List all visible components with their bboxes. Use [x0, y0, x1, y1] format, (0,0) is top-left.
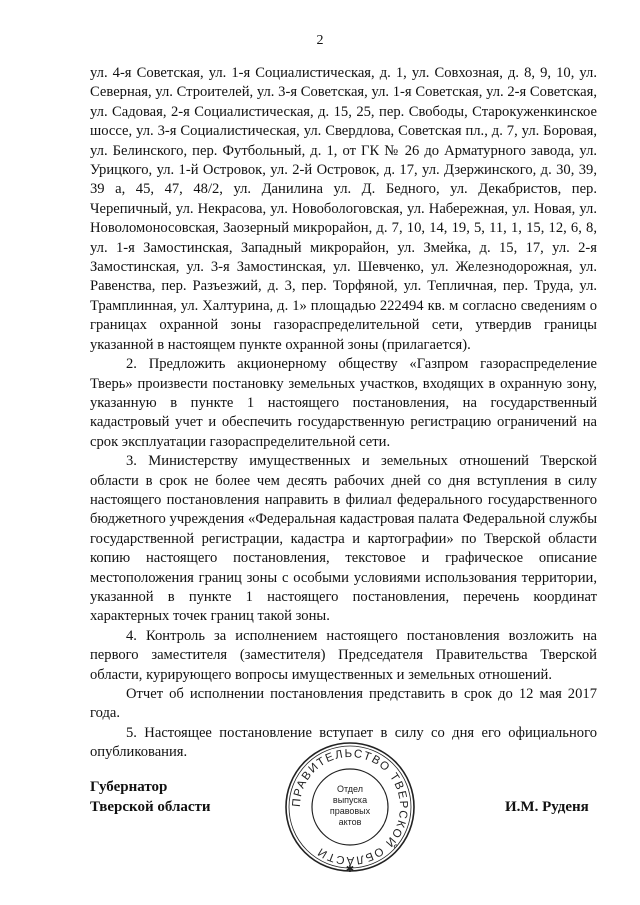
signatory-title-line1: Губернатор [90, 779, 168, 795]
seal-center-line1: Отдел [336, 784, 364, 794]
paragraph-item-5: 5. Настоящее постановление вступает в силу со дня его официального опубликования. [90, 724, 597, 761]
svg-text:✱: ✱ [345, 864, 355, 874]
seal-center-line4: актов [338, 817, 362, 827]
official-seal-stamp [283, 740, 417, 874]
paragraph-continuation: ул. 4-я Советская, ул. 1-я Социалистическая, д. 1, ул. Совхозная, д. 8, 9, 10, ул. Северная, ул. Строителей, ул. 3-я Советская, ул. 1-я Советская, ул. 2-я Советская, ул. Садовая, 2-я Социалистическая, д. 15, 25, пер. Свободы, Старокуженкинское шоссе, ул. 3-я Социалистическая, ул. Свердлова, Советская пл., д. 7, ул. Боровая, ул. Белинского, пер. Футбольный, д. 1, от ГК № 26 до Арматурного завода, ул. Урицкого, ул. 1-й Островок, ул. 2-й Островок, д. 17, ул. Дзержинского, д. 30, 39, 39 а, 45, 47, 48/2, ул. Данилина ул. Д. Бедного, ул. Декабристов, пер. Черепичный, ул. Некрасова, ул. Новобологовская, ул. Набережная, ул. Новая, ул. Новоломоносовская, Заозерный микрорайон, д. 7, 10, 14, 19, 5, 11, 1, 15, 12, 6, 8, ул. 1-я Замостинская, Западный микрорайон, ул. Змейка, д. 15, 17, ул. 2-я Замостинская, ул. 3-я Замостинская, ул. Шевченко, ул. Железнодорожная, ул. Равенства, пер. Разъезжий, д. 3, пер. Торфяной, ул. Тепличная, пер. Труда, ул. Трамплинная, ул. Халтурина, д. 1» площадью 222494 кв. м согласно сведениям о границах охранной зоны газораспределительной сети, утвердив границы указанной в настоящем пункте охранной зоны (прилагается). [90, 65, 597, 353]
paragraph-item-3: 3. Министерству имущественных и земельных отношений Тверской области в срок не более чем десять рабочих дней со дня вступления в силу настоящего постановления направить в филиал федерального государственного бюджетного учреждения «Федеральная кадастровая палата Федеральной службы государственной регистрации, кадастра и картографии» по Тверской области копию настоящего постановления, текстовое и графическое описание местоположения границ зоны с особыми условиями использования территории, указанной в пункте 1 настоящего постановления, перечень координат характерных точек границ такой зоны. [90, 453, 597, 625]
paragraph-report: Отчет об исполнении постановления представить в срок до 12 мая 2017 года. [90, 686, 597, 722]
signatory-title-line2: Тверской области [90, 799, 211, 815]
signatory-name: И.М. Руденя [505, 799, 589, 815]
paragraph-item-4: 4. Контроль за исполнением настоящего постановления возложить на первого заместителя (заместителя) Председателя Правительства Тверской области, курирующего вопросы имущественных и земельных отношений. [90, 627, 597, 683]
document-body [90, 64, 597, 763]
seal-center-line2: выпуска [332, 795, 368, 805]
seal-center-line3: правовых [329, 806, 371, 816]
seal-ring-text: ПРАВИТЕЛЬСТВО ТВЕРСКОЙ ОБЛАСТИ [290, 747, 410, 867]
page-number: 2 [316, 33, 324, 48]
paragraph-item-2: 2. Предложить акционерному обществу «Газпром газораспределение Тверь» произвести постановку земельных участков, входящих в охранную зону, указанную в пункте 1 настоящего постановления, на государственный кадастровый учет и обеспечить государственную регистрацию ограничений на срок эксплуатации газораспределительной сети. [90, 356, 597, 450]
signatory-title [90, 777, 211, 817]
